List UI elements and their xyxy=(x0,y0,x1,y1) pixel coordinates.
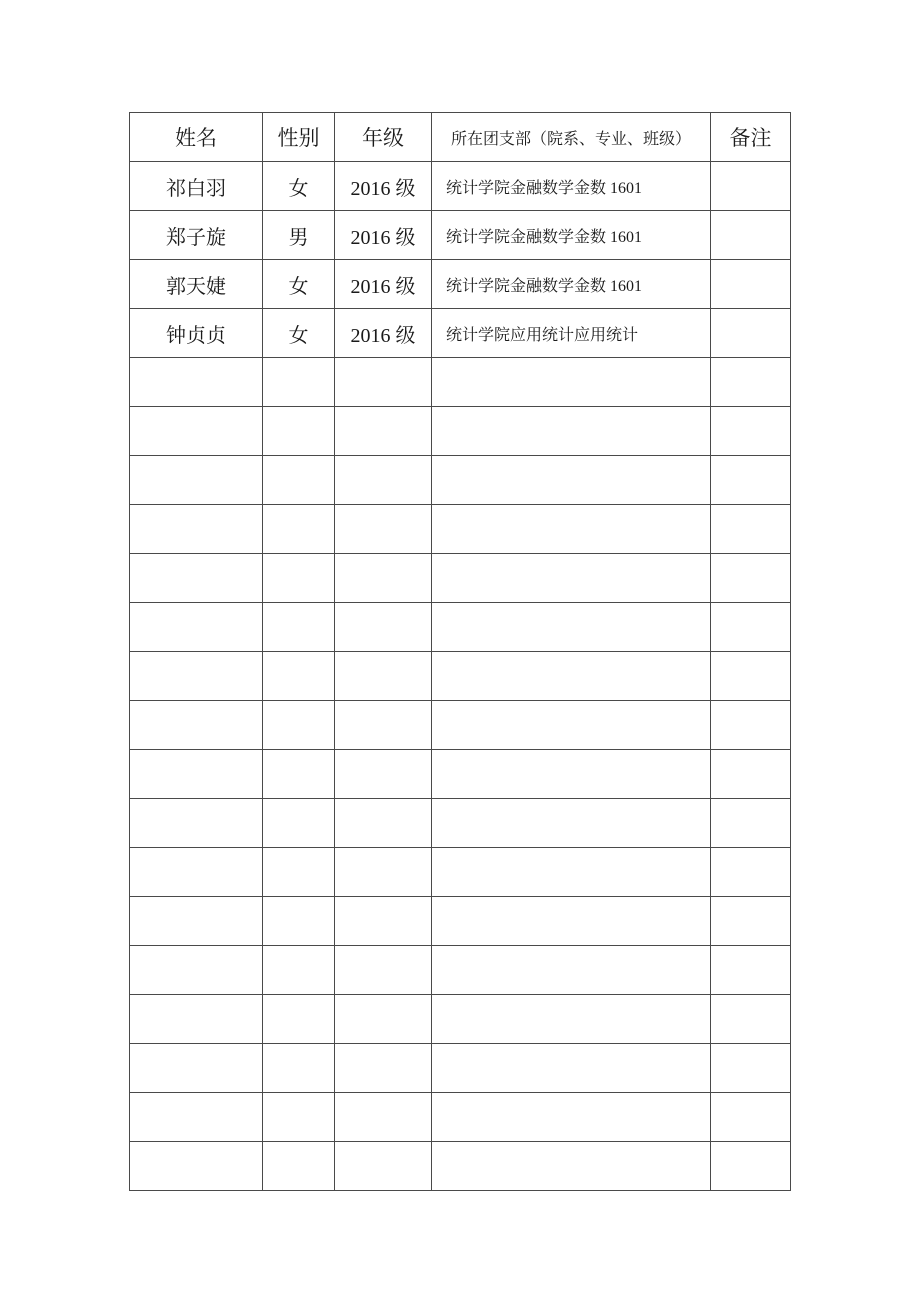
cell-remark xyxy=(711,162,791,211)
table-body xyxy=(130,162,791,1191)
cell-remark xyxy=(711,995,791,1044)
cell-gender xyxy=(263,505,335,554)
cell-name xyxy=(130,750,263,799)
empty-row xyxy=(130,897,791,946)
cell-gender xyxy=(263,652,335,701)
empty-row xyxy=(130,456,791,505)
cell-name: 钟贞贞 xyxy=(130,309,263,358)
cell-gender: 女 xyxy=(263,309,335,358)
empty-row xyxy=(130,358,791,407)
cell-grade xyxy=(335,799,432,848)
cell-branch xyxy=(432,505,711,554)
cell-name xyxy=(130,554,263,603)
cell-remark xyxy=(711,946,791,995)
table-row xyxy=(130,162,791,211)
cell-gender xyxy=(263,701,335,750)
cell-branch xyxy=(432,946,711,995)
cell-name: 郭天婕 xyxy=(130,260,263,309)
empty-row xyxy=(130,505,791,554)
table-row xyxy=(130,260,791,309)
empty-row xyxy=(130,946,791,995)
cell-gender xyxy=(263,1142,335,1191)
cell-remark xyxy=(711,358,791,407)
cell-remark xyxy=(711,1093,791,1142)
empty-row xyxy=(130,848,791,897)
cell-remark xyxy=(711,407,791,456)
cell-branch xyxy=(432,701,711,750)
cell-branch: 统计学院金融数学金数 1601 xyxy=(432,260,711,309)
cell-remark xyxy=(711,309,791,358)
cell-gender xyxy=(263,848,335,897)
cell-branch xyxy=(432,603,711,652)
cell-grade xyxy=(335,407,432,456)
cell-name xyxy=(130,701,263,750)
member-table xyxy=(129,112,791,1191)
cell-name xyxy=(130,1044,263,1093)
header-name: 姓名 xyxy=(130,113,263,162)
empty-row xyxy=(130,554,791,603)
empty-row xyxy=(130,750,791,799)
cell-branch: 统计学院应用统计应用统计 xyxy=(432,309,711,358)
cell-grade xyxy=(335,897,432,946)
cell-grade: 2016 级 xyxy=(335,309,432,358)
cell-name xyxy=(130,1142,263,1191)
cell-grade xyxy=(335,1093,432,1142)
cell-branch xyxy=(432,456,711,505)
cell-gender xyxy=(263,1044,335,1093)
cell-name xyxy=(130,848,263,897)
cell-branch: 统计学院金融数学金数 1601 xyxy=(432,211,711,260)
cell-name xyxy=(130,407,263,456)
empty-row xyxy=(130,799,791,848)
cell-remark xyxy=(711,211,791,260)
cell-branch xyxy=(432,799,711,848)
cell-gender xyxy=(263,995,335,1044)
header-gender: 性别 xyxy=(263,113,335,162)
cell-grade xyxy=(335,554,432,603)
cell-gender xyxy=(263,456,335,505)
cell-gender: 女 xyxy=(263,162,335,211)
cell-gender: 女 xyxy=(263,260,335,309)
cell-grade xyxy=(335,652,432,701)
cell-name xyxy=(130,358,263,407)
cell-remark xyxy=(711,260,791,309)
cell-name xyxy=(130,1093,263,1142)
empty-row xyxy=(130,652,791,701)
cell-name xyxy=(130,995,263,1044)
cell-branch xyxy=(432,1142,711,1191)
cell-grade xyxy=(335,358,432,407)
cell-grade xyxy=(335,456,432,505)
cell-remark xyxy=(711,799,791,848)
cell-remark xyxy=(711,456,791,505)
cell-name xyxy=(130,799,263,848)
cell-name xyxy=(130,652,263,701)
cell-remark xyxy=(711,652,791,701)
cell-name xyxy=(130,505,263,554)
cell-name xyxy=(130,946,263,995)
cell-remark xyxy=(711,1044,791,1093)
cell-remark xyxy=(711,848,791,897)
empty-row xyxy=(130,1142,791,1191)
cell-grade xyxy=(335,1142,432,1191)
cell-name: 祁白羽 xyxy=(130,162,263,211)
cell-grade: 2016 级 xyxy=(335,162,432,211)
cell-grade xyxy=(335,1044,432,1093)
empty-row xyxy=(130,995,791,1044)
cell-remark xyxy=(711,603,791,652)
cell-gender xyxy=(263,407,335,456)
cell-branch xyxy=(432,652,711,701)
cell-branch xyxy=(432,848,711,897)
empty-row xyxy=(130,1093,791,1142)
cell-gender xyxy=(263,358,335,407)
cell-grade xyxy=(335,505,432,554)
cell-grade xyxy=(335,701,432,750)
header-row xyxy=(130,113,791,162)
cell-grade xyxy=(335,946,432,995)
cell-gender xyxy=(263,603,335,652)
cell-name xyxy=(130,456,263,505)
cell-branch: 统计学院金融数学金数 1601 xyxy=(432,162,711,211)
cell-grade: 2016 级 xyxy=(335,260,432,309)
cell-grade xyxy=(335,750,432,799)
empty-row xyxy=(130,603,791,652)
header-remark: 备注 xyxy=(711,113,791,162)
cell-branch xyxy=(432,995,711,1044)
cell-gender xyxy=(263,554,335,603)
empty-row xyxy=(130,407,791,456)
cell-gender xyxy=(263,799,335,848)
cell-gender xyxy=(263,750,335,799)
cell-gender xyxy=(263,1093,335,1142)
cell-grade xyxy=(335,995,432,1044)
cell-remark xyxy=(711,554,791,603)
cell-branch xyxy=(432,750,711,799)
cell-branch xyxy=(432,897,711,946)
cell-grade: 2016 级 xyxy=(335,211,432,260)
table-row xyxy=(130,309,791,358)
cell-name: 郑子旋 xyxy=(130,211,263,260)
header-grade: 年级 xyxy=(335,113,432,162)
cell-grade xyxy=(335,848,432,897)
cell-branch xyxy=(432,554,711,603)
cell-branch xyxy=(432,1093,711,1142)
empty-row xyxy=(130,1044,791,1093)
table-row xyxy=(130,211,791,260)
header-branch: 所在团支部（院系、专业、班级） xyxy=(432,113,711,162)
cell-gender: 男 xyxy=(263,211,335,260)
cell-name xyxy=(130,897,263,946)
cell-remark xyxy=(711,505,791,554)
cell-remark xyxy=(711,750,791,799)
cell-grade xyxy=(335,603,432,652)
cell-remark xyxy=(711,701,791,750)
cell-branch xyxy=(432,407,711,456)
cell-branch xyxy=(432,358,711,407)
cell-gender xyxy=(263,897,335,946)
cell-gender xyxy=(263,946,335,995)
empty-row xyxy=(130,701,791,750)
cell-remark xyxy=(711,1142,791,1191)
cell-branch xyxy=(432,1044,711,1093)
cell-name xyxy=(130,603,263,652)
cell-remark xyxy=(711,897,791,946)
